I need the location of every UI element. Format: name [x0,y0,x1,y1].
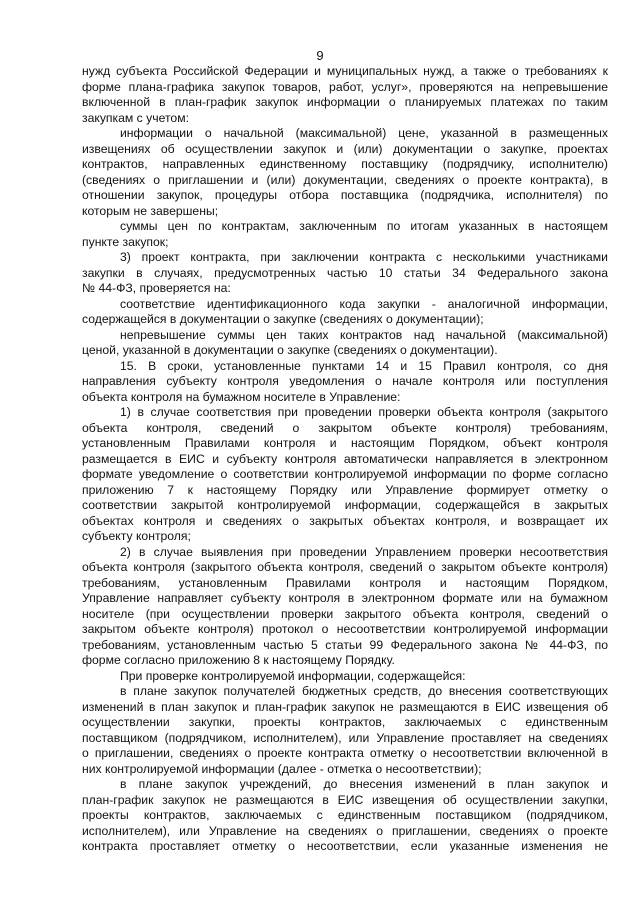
text-line: объекта контроля (закрытого объекта контроля, сведений о закрытом объекте контроля) [82,560,608,574]
text-line: них контролируемой информации (далее - отметка о несоответствии); [82,761,482,776]
text-line: носителе (при осуществлении проверки закрытого объекта контроля, сведений о [82,606,608,621]
text-line: Управление направляет субъекту контроля в электронном формате или на бумажном [82,591,608,605]
text-line: изменений в план закупок и план-график закупок не размещаются в ЕИС извещения об [82,699,608,714]
text-line: объекта контроля на бумажном носителе в Управление: [82,389,401,404]
text-line: контрактов, направленных единственному поставщику (подрядчику, исполнителю) [82,157,608,171]
text-line: содержащейся в документации о закупке (сведениях о документации); [82,312,484,326]
text-line: нужд субъекта Российской Федерации и муниципальных нужд, а также о требованиях к [82,64,608,78]
text-line: информации о начальной (максимальной) цене, указанной в размещенных [120,126,608,140]
text-line: форме согласно приложению 8 к настоящему Порядку. [82,653,395,667]
page-number: 9 [316,48,324,63]
text-line: непревышение суммы цен таких контрактов над начальной (максимальной) [120,327,608,342]
text-line: (сведениях о приглашении и (или) документации, сведениях о проекте контракта), в [82,172,608,187]
text-line: в плане закупок учреждений, до внесения изменений в план закупок и [120,777,608,791]
text-line: суммы цен по контрактам, заключенным по итогам указанных в настоящем [120,219,608,233]
text-line: требованиям, установленным Правилами контроля и настоящим Порядком, [82,575,608,590]
text-line: контракта проставляет отметку о несоответствии, если указанные изменения не [82,839,608,853]
text-line: формате уведомление о соответствии контролируемой информации по форме согласно [82,467,608,481]
text-line: 2) в случае выявления при проведении Управлением проверки несоответствия [120,544,608,559]
text-line: закупкам с учетом: [82,110,189,125]
text-line: в плане закупок получателей бюджетных средств, до внесения соответствующих [120,684,608,698]
text-line: исполнителем), или Управление на сведениях о приглашении, сведениях о проекте [82,823,608,838]
text-line: приложению 7 к настоящему Порядку или Управление формирует отметку о [82,482,608,497]
text-line: закупки в случаях, предусмотренных частью 10 статьи 34 Федерального закона [82,265,608,280]
text-line: № 44-ФЗ, проверяется на: [82,281,231,295]
text-line: 1) в случае соответствия при проведении проверки объекта контроля (закрытого [120,405,608,419]
text-line: план-график закупок не размещаются в ЕИС извещения об осуществлении закупки, [82,792,608,807]
text-line: требованиям, установленным частью 5 статьи 99 Федерального закона № 44-ФЗ, по [82,637,608,652]
text-line: поставщиком (подрядчиком, исполнителем), или Управление проставляет на сведениях [82,730,608,745]
text-line: которым не завершены; [82,203,219,218]
document-body [82,64,608,855]
text-line: направления субъекту контроля уведомления о начале контроля или поступления [82,374,608,388]
text-line: ценой, указанной в документации о закупке (сведениях о документации). [82,343,498,357]
text-line: отношении закупок, процедуры отбора поставщика (подрядчика, исполнителя) по [82,188,608,202]
text-line: 3) проект контракта, при заключении контракта с несколькими участниками [120,250,608,264]
text-line: объекта контроля, сведений о закрытом объекте контроля) требованиям, [82,420,608,435]
text-line: включенной в план-график закупок информации о планируемых платежах по таким [82,95,608,109]
text-line: осуществлении закупки, проекты контрактов, заключаемых с единственным [82,715,608,729]
text-line: о приглашении, сведениях о проекте контракта отметку о несоответствии включенной в [82,746,608,760]
text-line: субъекту контроля; [82,529,191,543]
text-line: соответствии закрытой контролируемой информации, содержащейся в закрытых [82,498,608,512]
text-line: размещается в ЕИС и субъекту контроля автоматически направляется в электронном [82,451,608,466]
text-line: закрытом объекте контроля) протокол о несоответствии контролируемой информации [82,622,608,636]
text-line: При проверке контролируемой информации, содержащейся: [120,668,466,683]
text-line: пункте закупок; [82,234,169,249]
text-line: установленным Правилами контроля и настоящим Порядком, объект контроля [82,436,608,450]
text-line: 15. В сроки, установленные пунктами 14 и 15 Правил контроля, со дня [120,358,608,373]
text-line: соответствие идентификационного кода закупки - аналогичной информации, [120,296,608,311]
text-line: извещениях об осуществлении закупок и (или) документации о закупке, проектах [82,141,608,156]
text-line: форме плана-графика закупок товаров, работ, услуг», проверяются на непревышение [82,79,608,94]
text-line: объектах контроля и сведениях о закрытых объектах контроля, и возвращает их [82,513,608,528]
text-line: проекты контрактов, заключаемых с единственным поставщиком (подрядчиком, [82,808,608,822]
